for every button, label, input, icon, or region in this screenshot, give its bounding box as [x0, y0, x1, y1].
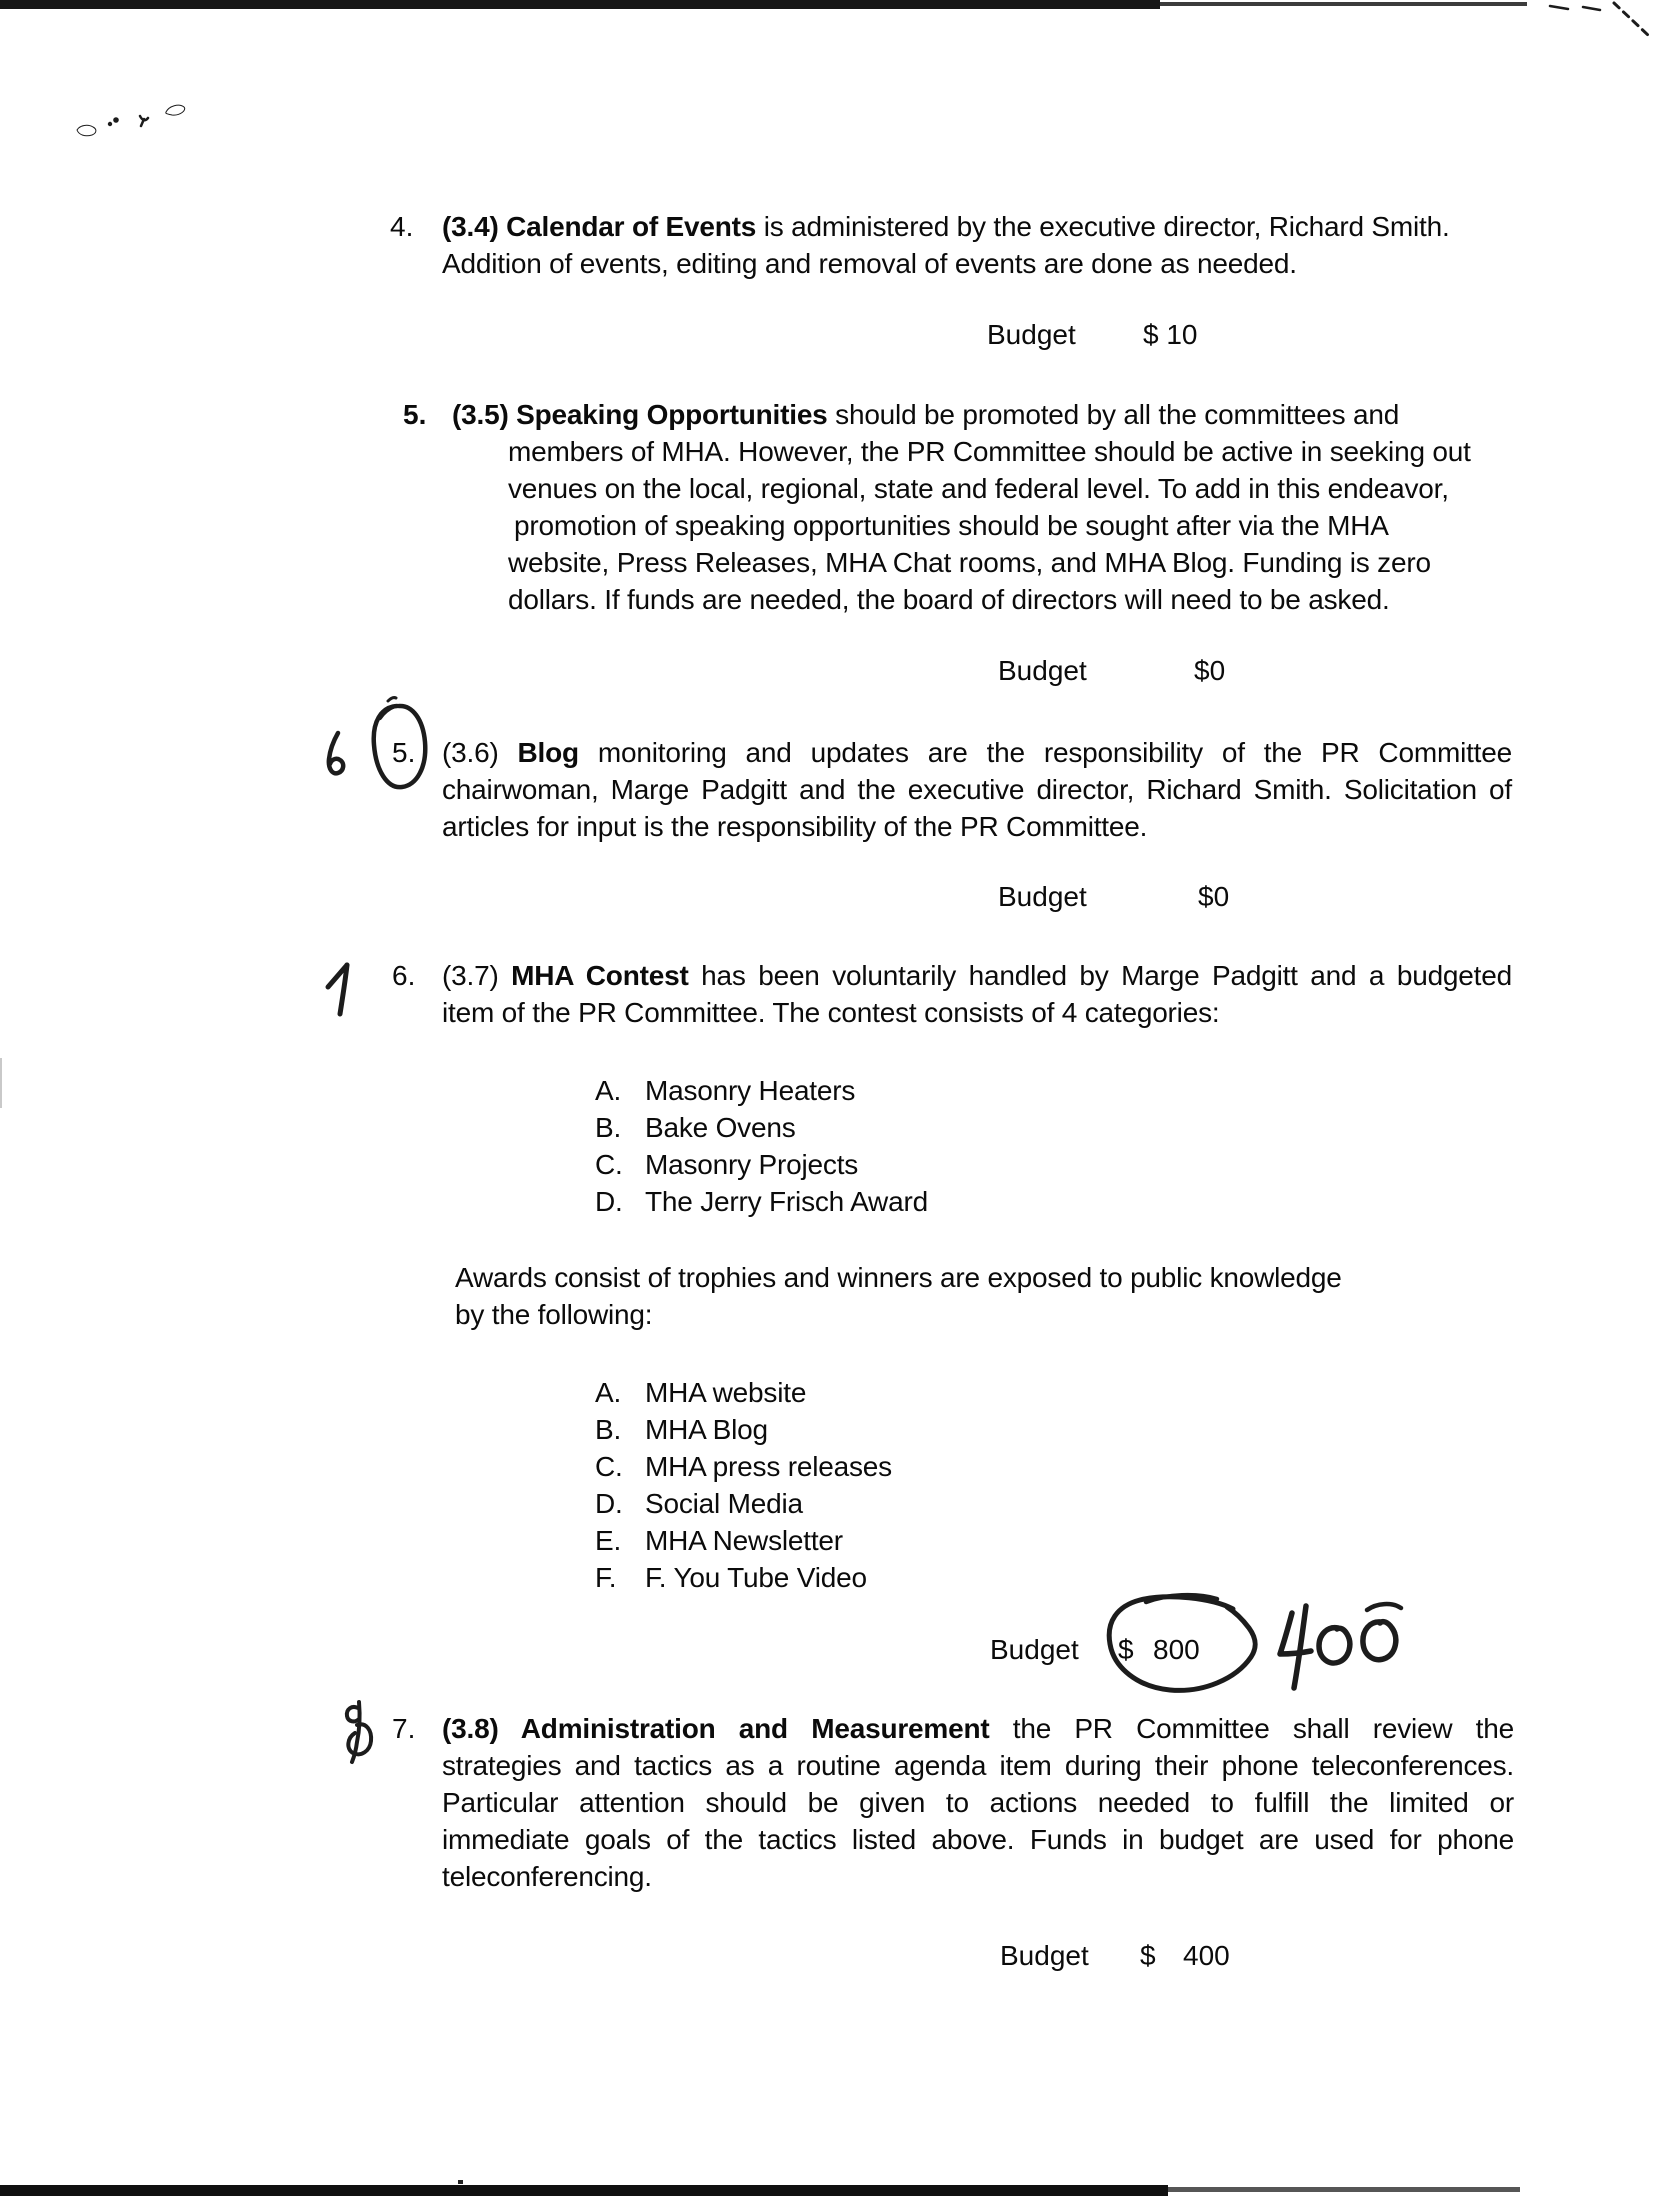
item-3-8-line-3: Particular attention should be given to actions needed to fulfill the limited or: [442, 1787, 1514, 1818]
exposure-channel-row: [595, 1561, 867, 1594]
list-letter: B.: [595, 1414, 622, 1445]
item-3-5-heading: (3.5) Speaking Opportunities: [452, 399, 828, 430]
budget-currency: $: [1140, 1940, 1156, 1971]
list-letter: B.: [595, 1112, 622, 1143]
budget-label: Budget: [987, 319, 1076, 350]
list-letter: C.: [595, 1451, 623, 1482]
item-3-6-heading: Blog: [517, 737, 579, 768]
budget-label: Budget: [998, 881, 1087, 912]
budget-row-3-5: [998, 654, 1226, 687]
budget-label: Budget: [990, 1634, 1079, 1665]
contest-category-row: [595, 1185, 928, 1218]
scan-speck-bottom: [458, 2180, 463, 2184]
budget-amount: $ 10: [1143, 319, 1198, 350]
list-letter: D.: [595, 1186, 623, 1217]
handwritten-margin-number-8: [347, 1702, 371, 1762]
scan-top-edge-line: [0, 0, 1160, 9]
scan-speckles: [77, 105, 185, 136]
item-3-8-line-4: immediate goals of the tactics listed above. Funds in budget are used for phone: [442, 1824, 1514, 1855]
list-letter: A.: [595, 1075, 622, 1106]
budget-amount: $0: [1194, 655, 1226, 686]
scan-top-edge-line-light: [1160, 2, 1527, 6]
item-3-8-line-1: (3.8) Administration and Measurement the PR Committee shall review the: [442, 1713, 1514, 1744]
item-3-8-heading: (3.8) Administration and Measurement: [442, 1713, 990, 1744]
budget-row-3-4: [987, 318, 1198, 351]
exposure-channel-row: [595, 1413, 768, 1446]
item-3-4-heading: (3.4) Calendar of Events: [442, 211, 757, 242]
awards-line-1: Awards consist of trophies and winners are exposed to public knowledge: [455, 1262, 1342, 1293]
item-3-8-number: 7.: [392, 1713, 416, 1744]
list-text: MHA website: [645, 1377, 807, 1408]
scan-left-edge-mark: [0, 1058, 2, 1108]
item-3-4-line-2: Addition of events, editing and removal of events are done as needed.: [442, 248, 1297, 279]
contest-category-row: [595, 1074, 855, 1107]
budget-currency: $: [1118, 1634, 1134, 1665]
item-3-6-line-3: articles for input is the responsibility of the PR Committee.: [442, 811, 1148, 842]
handwritten-margin-number-7: [328, 965, 347, 1014]
exposure-channel-row: [595, 1524, 843, 1557]
item-3-6-line-1: (3.6) Blog monitoring and updates are the responsibility of the PR Committee: [442, 737, 1512, 768]
item-3-4-number: 4.: [390, 211, 414, 242]
budget-amount: 400: [1183, 1940, 1230, 1971]
list-text: The Jerry Frisch Award: [645, 1186, 928, 1217]
scan-corner-marks: [1550, 3, 1649, 36]
budget-row-3-8: [1000, 1939, 1230, 1972]
item-3-8-line-5: teleconferencing.: [442, 1861, 652, 1892]
item-3-5-line-4: promotion of speaking opportunities should be sought after via the MHA: [514, 510, 1389, 541]
exposure-channel-row: [595, 1376, 806, 1409]
list-text: Social Media: [645, 1488, 803, 1519]
item-3-5-line-1: (3.5) Speaking Opportunities should be promoted by all the committees and: [452, 399, 1400, 430]
list-text: F. You Tube Video: [645, 1562, 867, 1593]
exposure-channel-row: [595, 1487, 803, 1520]
handwritten-margin-number-6: [329, 733, 343, 773]
scan-bottom-edge-line: [0, 2185, 1168, 2196]
list-letter: A.: [595, 1377, 622, 1408]
item-3-5-line-5: website, Press Releases, MHA Chat rooms, and MHA Blog. Funding is zero: [508, 547, 1431, 578]
list-text: Masonry Heaters: [645, 1075, 856, 1106]
item-3-6-line-2: chairwoman, Marge Padgitt and the executive director, Richard Smith. Solicitation of: [442, 774, 1512, 805]
budget-row-3-7: [990, 1633, 1200, 1666]
item-3-7-heading: MHA Contest: [511, 960, 689, 991]
item-3-5-line-3: venues on the local, regional, state and federal level. To add in this endeavor,: [508, 473, 1449, 504]
list-letter: E.: [595, 1525, 622, 1556]
budget-label: Budget: [1000, 1940, 1089, 1971]
handwritten-amount-400: [1280, 1604, 1401, 1688]
list-text: MHA press releases: [645, 1451, 892, 1482]
exposure-channel-row: [595, 1450, 892, 1483]
list-letter: D.: [595, 1488, 623, 1519]
list-text: Bake Ovens: [645, 1112, 796, 1143]
list-text: MHA Newsletter: [645, 1525, 843, 1556]
item-3-7-line-2: item of the PR Committee. The contest consists of 4 categories:: [442, 997, 1220, 1028]
list-letter: C.: [595, 1149, 623, 1180]
budget-row-3-6: [998, 880, 1230, 913]
contest-category-row: [595, 1111, 796, 1144]
budget-amount-typed: 800: [1153, 1634, 1200, 1665]
budget-label: Budget: [998, 655, 1087, 686]
item-3-6-number: 5.: [392, 737, 416, 768]
budget-amount: $0: [1198, 881, 1230, 912]
item-3-5-number: 5.: [403, 399, 427, 430]
item-3-5-line-2: members of MHA. However, the PR Committee should be active in seeking out: [508, 436, 1471, 467]
list-text: MHA Blog: [645, 1414, 768, 1445]
item-3-7-number: 6.: [392, 960, 416, 991]
item-3-8-line-2: strategies and tactics as a routine agenda item during their phone teleconferences.: [442, 1750, 1514, 1781]
scan-bottom-edge-line-light: [1168, 2187, 1520, 2192]
item-3-4-line-1: (3.4) Calendar of Events is administered by the executive director, Richard Smith.: [442, 211, 1450, 242]
list-text: Masonry Projects: [645, 1149, 859, 1180]
contest-category-row: [595, 1148, 858, 1181]
item-3-7-line-1: (3.7) MHA Contest has been voluntarily handled by Marge Padgitt and a budgeted: [442, 960, 1513, 991]
list-letter: F.: [595, 1562, 617, 1593]
item-3-5-line-6: dollars. If funds are needed, the board of directors will need to be asked.: [508, 584, 1390, 615]
awards-line-2: by the following:: [455, 1299, 653, 1330]
